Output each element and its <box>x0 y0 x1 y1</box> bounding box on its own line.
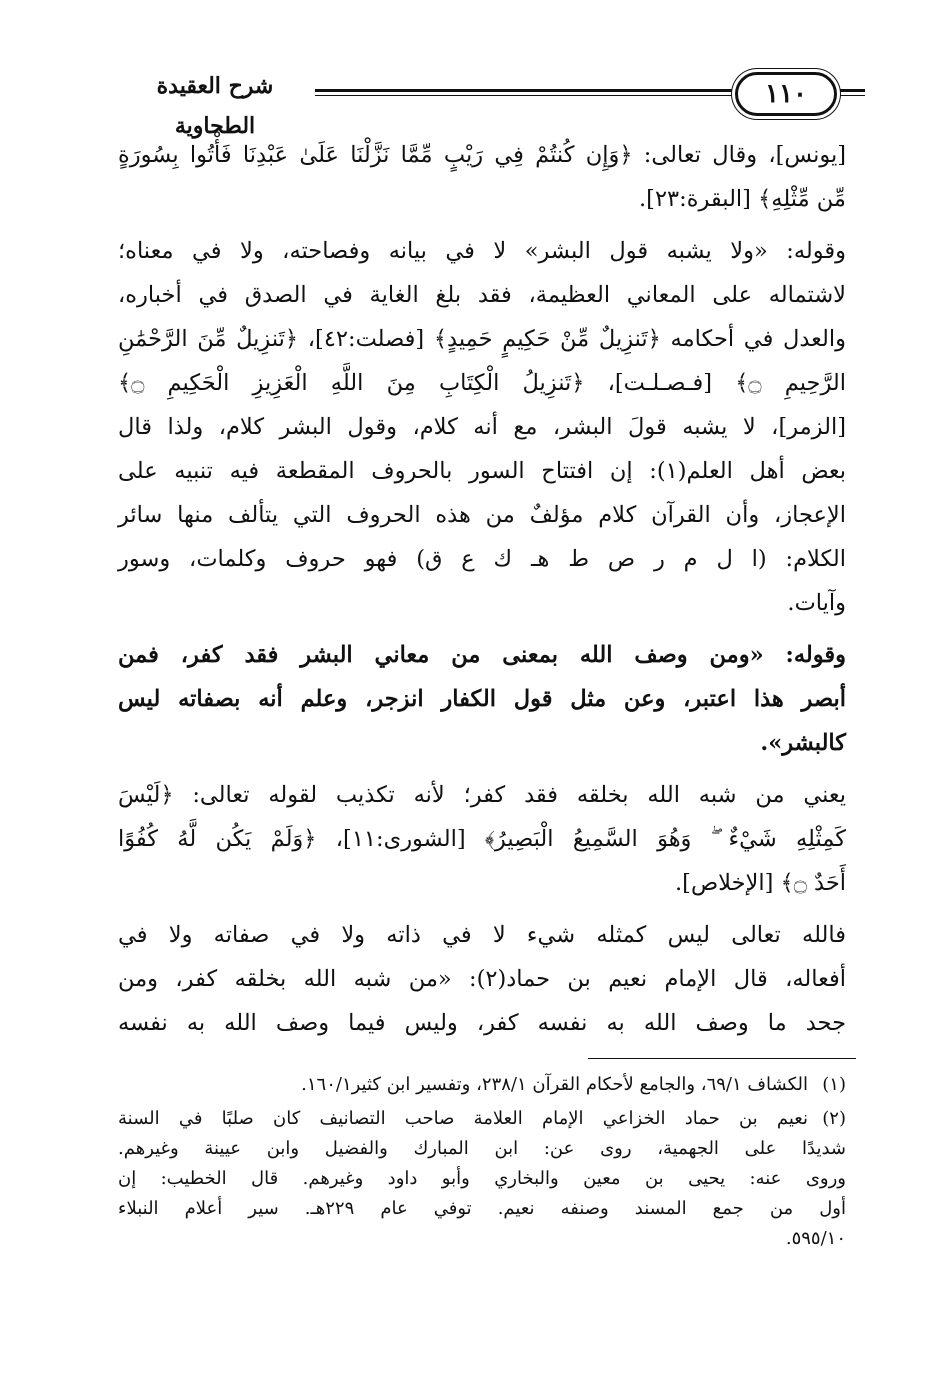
footnote-line <box>118 1070 846 1100</box>
text-line: أبصر هذا اعتبر، وعن مثل قول الكفار انزجر، وعلم أنه بصفاته ليس <box>118 686 846 712</box>
paragraph-1 <box>118 133 846 221</box>
footnote-2 <box>118 1104 846 1254</box>
page-number-frame <box>735 72 837 116</box>
text-line: وآيات. <box>787 590 846 616</box>
footnote-text: نعيم بن حماد الخزاعي الإمام العلامة صاحب التصانيف كان صلبًا في السنة <box>118 1108 808 1129</box>
text-line: مِّن مِّثْلِهِ﴾ [البقرة:٢٣]. <box>639 186 846 212</box>
text-line: فالله تعالى ليس كمثله شيء لا في ذاته ولا في صفاته ولا في <box>118 922 846 948</box>
text-line: بعض أهل العلم(١): إن افتتاح السور بالحروف المقطعة فيه تنبيه على <box>118 458 846 484</box>
paragraph-3-quote <box>118 633 846 765</box>
footnotes <box>118 1070 846 1258</box>
text-line: أَحَدٌ ۝﴾ [الإخلاص]. <box>675 870 846 896</box>
text-line: كَمِثْلِهِ شَيْءٌ ۖ وَهُوَ السَّمِيعُ الْبَصِيرُ﴾ [الشورى:١١]، ﴿وَلَمْ يَكُن لَّهُ كُفُوًا <box>118 826 846 852</box>
footnote-line: شديدًا على الجهمية، روى عن: ابن المبارك والفضيل وابن عيينة وغيرهم. <box>118 1138 846 1159</box>
footnote-number: (١) <box>822 1074 846 1095</box>
footnote-number: (٢) <box>822 1108 846 1129</box>
footnote-text: الكشاف ٦٩/١، والجامع لأحكام القرآن ٢٣٨/١، وتفسير ابن كثير١٦٠/١. <box>301 1074 808 1095</box>
text-line: لاشتماله على المعاني العظيمة، فقد بلغ الغاية في الصدق في أخباره، <box>118 282 846 308</box>
text-line: كالبشر». <box>760 730 846 756</box>
text-line: يعني من شبه الله بخلقه فقد كفر؛ لأنه تكذيب لقوله تعالى: ﴿لَيْسَ <box>118 782 846 808</box>
paragraph-4 <box>118 773 846 905</box>
text-line: الكلام: (ا ل م ر ص ط هـ ك ع ق) فهو حروف وكلمات، وسور <box>118 546 846 572</box>
footnote-1 <box>118 1070 846 1100</box>
paragraph-5 <box>118 913 846 1045</box>
main-text <box>118 133 846 1053</box>
book-title: شرح العقيدة الطحاوية <box>115 66 315 106</box>
page-number: ١١٠ <box>765 79 807 109</box>
footnote-line: أول من جمع المسند وصنفه نعيم. توفي عام ٢٢٩هـ. سير أعلام النبلاء <box>118 1198 847 1219</box>
text-line: والعدل في أحكامه ﴿تَنزِيلٌ مِّنْ حَكِيمٍ حَمِيدٍ﴾ [فصلت:٤٢]، ﴿تَنزِيلٌ مِّنَ الرَّحْمَٰنِ <box>118 326 846 352</box>
footnote-line <box>118 1104 846 1134</box>
text-line: أفعاله، قال الإمام نعيم بن حماد(٢): «من شبه الله بخلقه كفر، ومن <box>118 966 846 992</box>
text-line: الإعجاز، وأن القرآن كلام مؤلفٌ من هذه الحروف التي يتألف منها سائر <box>118 502 846 528</box>
text-line: وقوله: «ومن وصف الله بمعنى من معاني البشر فقد كفر، فمن <box>118 642 846 668</box>
text-line: جحد ما وصف الله به نفسه كفر، وليس فيما وصف الله به نفسه <box>118 1010 846 1036</box>
footnote-separator <box>588 1058 856 1059</box>
text-line: الرَّحِيمِ ۝﴾ [فـصـلـت]، ﴿تَنزِيلُ الْكِتَابِ مِنَ اللَّهِ الْعَزِيزِ الْحَكِيمِ ۝﴾ <box>118 370 846 396</box>
text-line: وقوله: «ولا يشبه قول البشر» لا في بيانه وفصاحته، ولا في معناه؛ <box>118 238 846 264</box>
running-header <box>115 62 865 139</box>
footnote-line: وروى عنه: يحيى بن معين والبخاري وأبو داود وغيرهم. قال الخطيب: إن <box>118 1168 846 1189</box>
text-line: [الزمر]، لا يشبه قولَ البشر، مع أنه كلام، وقول البشر كلام، ولذا قال <box>118 414 846 440</box>
paragraph-2 <box>118 229 846 625</box>
footnote-line: ٥٩٥/١٠. <box>785 1228 846 1249</box>
text-line: [يونس]، وقال تعالى: ﴿وَإِن كُنتُمْ فِي رَيْبٍ مِّمَّا نَزَّلْنَا عَلَىٰ عَبْدِنَا فَأْتُوا بِسُورَةٍ <box>118 142 846 168</box>
